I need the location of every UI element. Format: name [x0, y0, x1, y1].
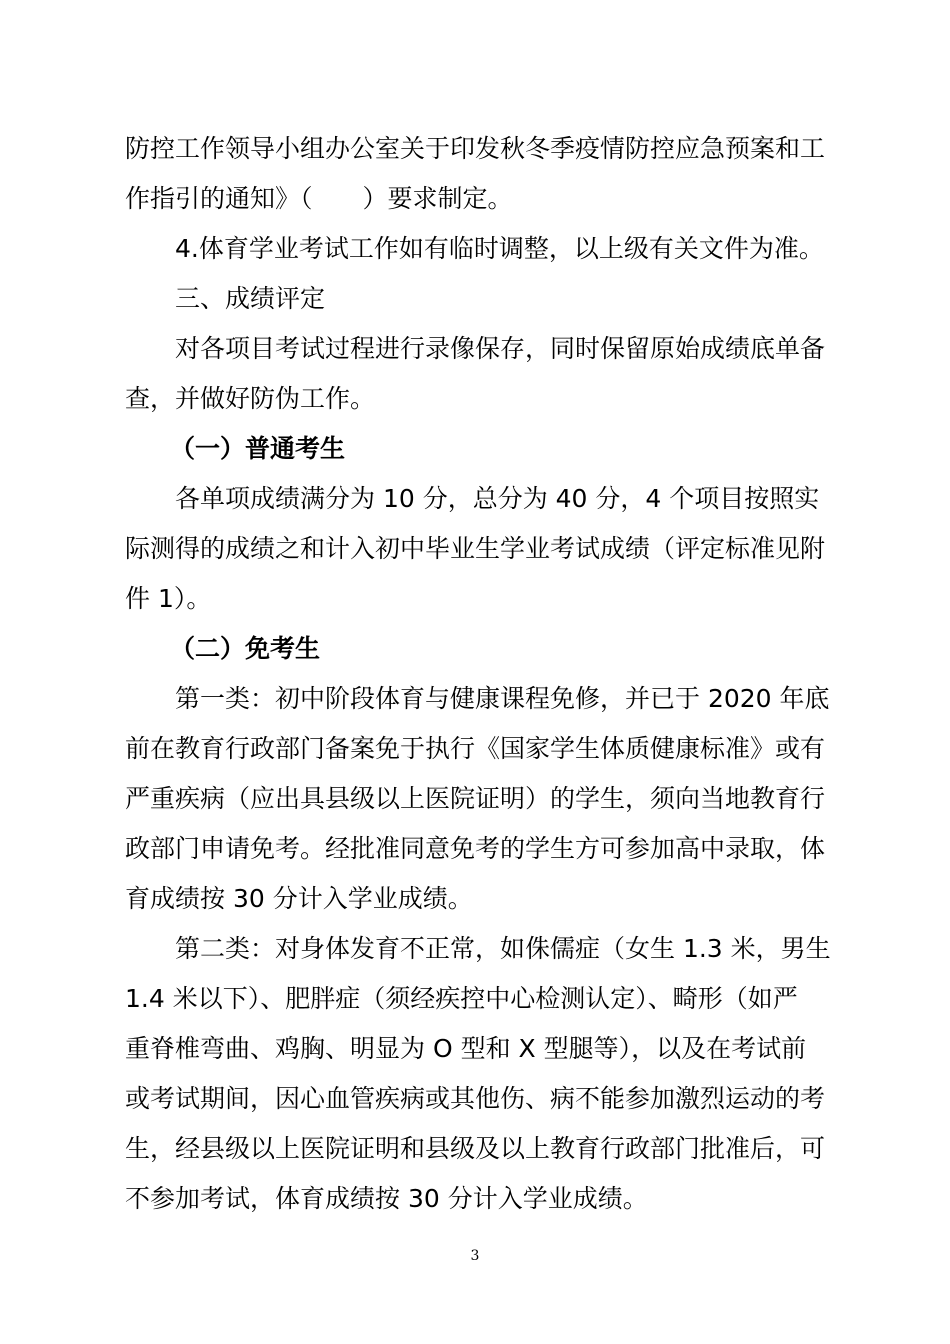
paragraph-line: 育成绩按 30 分计入学业成绩。: [125, 884, 473, 913]
paragraph-line: 前在教育行政部门备案免于执行《国家学生体质健康标准》或有: [125, 734, 826, 763]
subheading-exempt-students: （二）免考生: [170, 634, 321, 663]
subheading-regular-students: （一）普通考生: [170, 434, 346, 463]
paragraph-line: 件 1）。: [125, 584, 212, 613]
paragraph-line: 第二类：对身体发育不正常，如侏儒症（女生 1.3 米，男生: [175, 934, 831, 963]
paragraph-line: 作指引的通知》（ ）要求制定。: [125, 184, 513, 213]
paragraph-line: 严重疾病（应出具县级以上医院证明）的学生，须向当地教育行: [125, 784, 826, 813]
paragraph-line: 重脊椎弯曲、鸡胸、明显为 O 型和 X 型腿等），以及在考试前: [125, 1034, 807, 1063]
paragraph-line: 政部门申请免考。经批准同意免考的学生方可参加高中录取，体: [125, 834, 826, 863]
paragraph-line: 各单项成绩满分为 10 分，总分为 40 分，4 个项目按照实: [175, 484, 820, 513]
paragraph-line: 不参加考试，体育成绩按 30 分计入学业成绩。: [125, 1184, 648, 1213]
paragraph-line: 4.体育学业考试工作如有临时调整，以上级有关文件为准。: [175, 234, 824, 263]
paragraph-line: 1.4 米以下）、肥胖症（须经疾控中心检测认定）、畸形（如严: [125, 984, 798, 1013]
page-number: 3: [470, 1248, 480, 1264]
paragraph-line: 或考试期间，因心血管疾病或其他伤、病不能参加激烈运动的考: [125, 1084, 826, 1113]
paragraph-line: 第一类：初中阶段体育与健康课程免修，并已于 2020 年底: [175, 684, 830, 713]
paragraph-line: 查，并做好防伪工作。: [125, 384, 376, 413]
section-heading: 三、成绩评定: [175, 284, 326, 313]
paragraph-line: 防控工作领导小组办公室关于印发秋冬季疫情防控应急预案和工: [125, 134, 826, 163]
paragraph-line: 对各项目考试过程进行录像保存，同时保留原始成绩底单备: [175, 334, 826, 363]
paragraph-line: 生，经县级以上医院证明和县级及以上教育行政部门批准后，可: [125, 1134, 826, 1163]
paragraph-line: 际测得的成绩之和计入初中毕业生学业考试成绩（评定标准见附: [125, 534, 826, 563]
